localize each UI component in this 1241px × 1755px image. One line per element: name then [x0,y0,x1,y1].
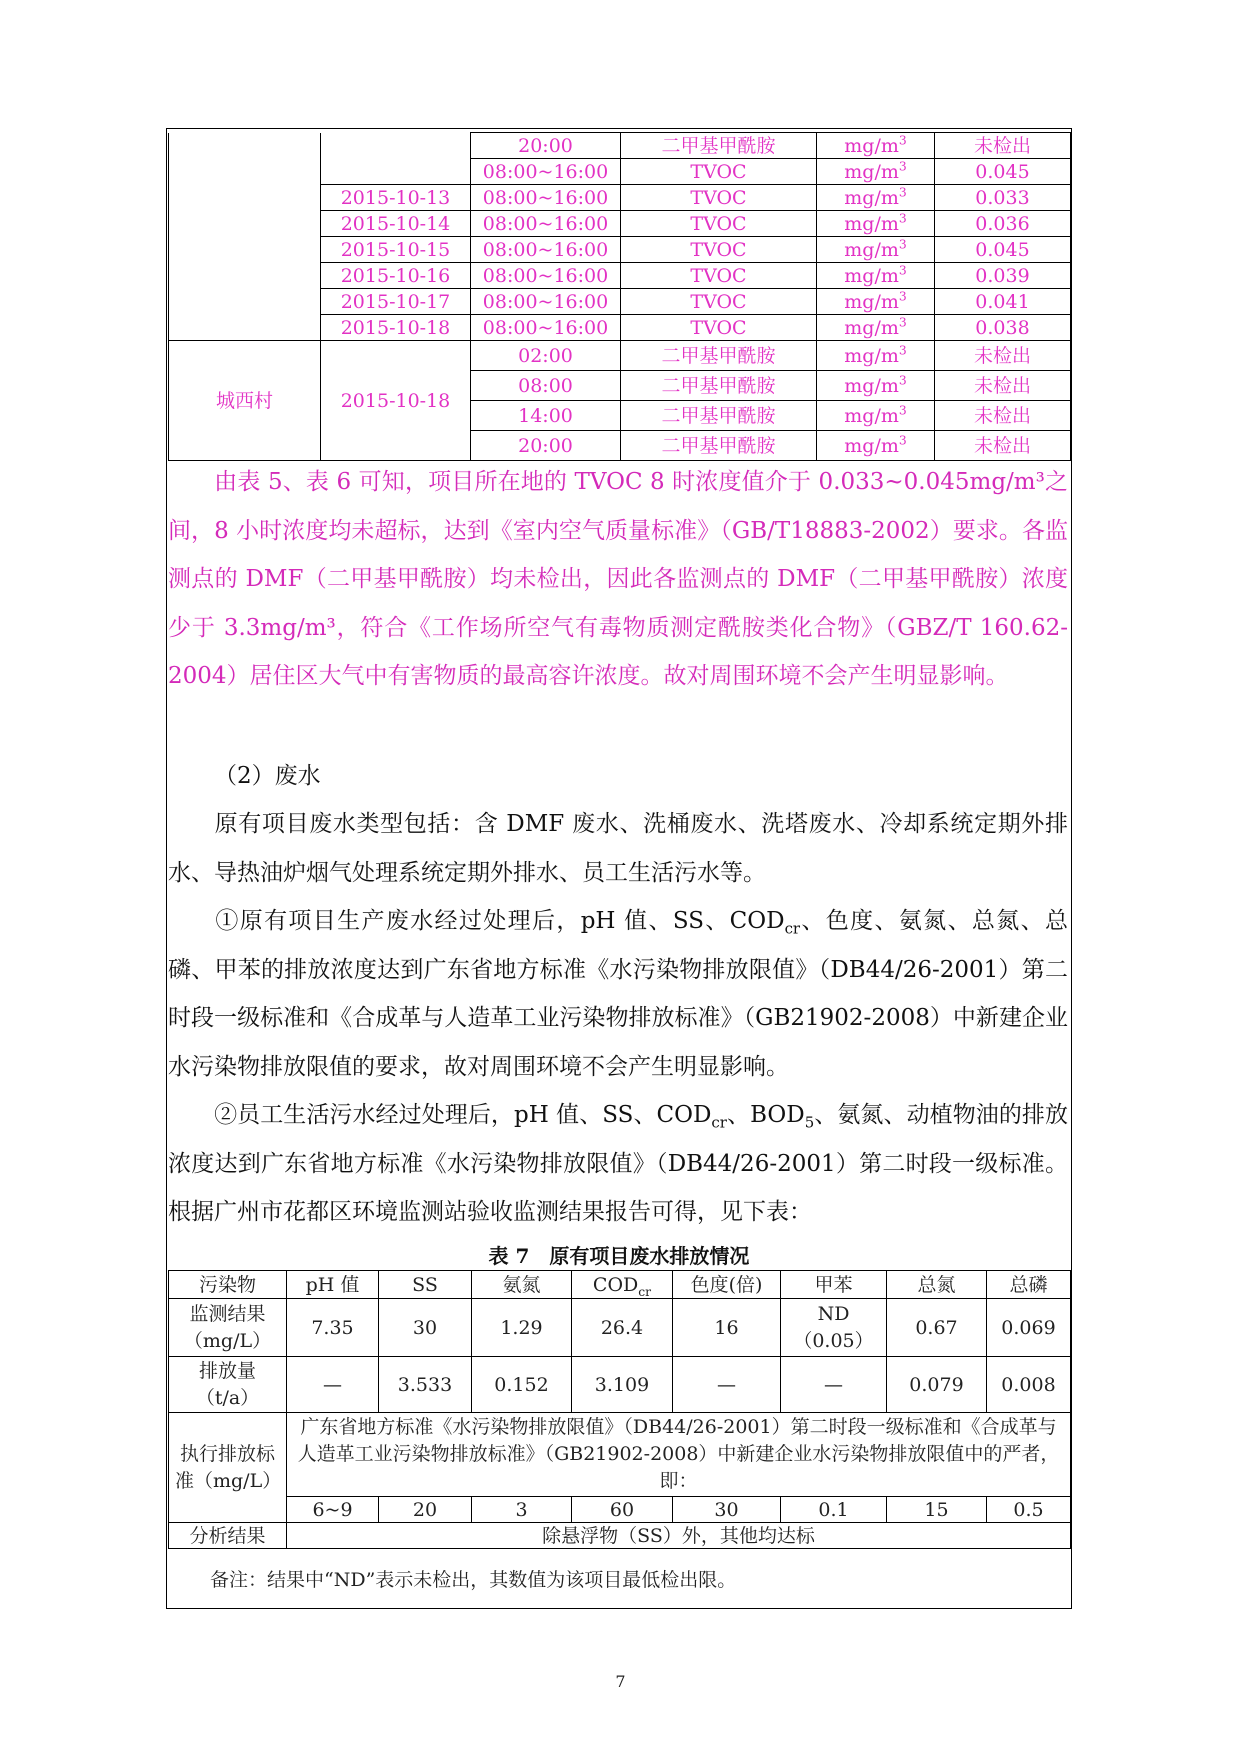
date-cell: 2015-10-16 [321,263,471,289]
value-cell: 未检出 [935,341,1071,371]
page-number: 7 [615,1672,626,1691]
time-cell: 08:00~16:00 [471,237,621,263]
value-cell: 0.069 [987,1299,1071,1357]
time-cell: 02:00 [471,341,621,371]
date-cell: 2015-10-18 [321,341,471,461]
header-cell: pH 值 [287,1271,379,1299]
header-cell: 总氮 [887,1271,987,1299]
unit-cell: $mg/m^3$ [817,185,935,211]
value-cell: 0.036 [935,211,1071,237]
table-row [169,1357,1071,1413]
time-cell: 20:00 [471,431,621,461]
wastewater-table [168,1270,1071,1549]
value-cell: — [781,1357,887,1413]
value-cell: — [287,1357,379,1413]
value-cell: 3 [472,1497,572,1523]
unit-cell: $mg/m^3$ [817,341,935,371]
header-cell: $COD_{cr}$ [572,1271,673,1299]
value-cell: 3.533 [379,1357,472,1413]
pollutant-cell: 二甲基甲酰胺 [621,341,817,371]
value-cell: 1.29 [472,1299,572,1357]
value-cell: 0.045 [935,237,1071,263]
time-cell: 14:00 [471,401,621,431]
table-row [169,1497,1071,1523]
production-wastewater-paragraph: ①原有项目生产废水经过处理后，pH 值、SS、$COD_{cr}$、色度、氨氮、总氮、总磷、甲苯的排放浓度达到广东省地方标准《水污染物排放限值》（DB44/26-2001）第二时段一级标准和《合成革与人造革工业污染物排放标准》（GB21902-2008）中新建企业水污染物排放限值的要求，故对周围环境不会产生明显影响。 [168,908,1068,1080]
row-label: 排放量（t/a） [169,1357,287,1413]
header-cell: 总磷 [987,1271,1071,1299]
result-text-cell: 除悬浮物（SS）外，其他均达标 [287,1523,1071,1549]
row-label: 分析结果 [169,1523,287,1549]
value-cell: 60 [572,1497,673,1523]
domestic-sewage-paragraph: ②员工生活污水经过处理后，pH 值、SS、$COD_{cr}$、$BOD_5$、氨氮、动植物油的排放浓度达到广东省地方标准《水污染物排放限值》（DB44/26-2001）第二时段一级标准。根据广州市花都区环境监测站验收监测结果报告可得，见下表： [168,1102,1068,1225]
value-cell: 16 [673,1299,781,1357]
row-label: 执行排放标准（mg/L） [169,1413,287,1523]
time-cell: 08:00~16:00 [471,185,621,211]
header-cell: 污染物 [169,1271,287,1299]
unit-cell: $mg/m^3$ [817,289,935,315]
date-cell: 2015-10-15 [321,237,471,263]
value-cell: 0.152 [472,1357,572,1413]
value-cell: 20 [379,1497,472,1523]
unit-cell: $mg/m^3$ [817,133,935,159]
value-cell: 30 [379,1299,472,1357]
header-cell: 甲苯 [781,1271,887,1299]
wastewater-types-paragraph: 原有项目废水类型包括：含 DMF 废水、洗桶废水、洗塔废水、冷却系统定期外排水、导热油炉烟气处理系统定期外排水、员工生活污水等。 [168,811,1068,886]
value-cell: 未检出 [935,133,1071,159]
date-cell: 2015-10-13 [321,185,471,211]
time-cell: 08:00 [471,371,621,401]
value-cell: 0.67 [887,1299,987,1357]
value-cell: 未检出 [935,371,1071,401]
value-cell: 26.4 [572,1299,673,1357]
pollutant-cell: TVOC [621,185,817,211]
value-cell: 3.109 [572,1357,673,1413]
pollutant-cell: 二甲基甲酰胺 [621,371,817,401]
date-cell: 2015-10-17 [321,289,471,315]
time-cell: 08:00~16:00 [471,159,621,185]
header-cell: SS [379,1271,472,1299]
value-cell: 0.038 [935,315,1071,341]
value-cell: 0.008 [987,1357,1071,1413]
row-label: 监测结果（mg/L） [169,1299,287,1357]
pollutant-cell: 二甲基甲酰胺 [621,133,817,159]
pollutant-cell: TVOC [621,211,817,237]
conclusion-paragraph: 由表 5、表 6 可知，项目所在地的 TVOC 8 时浓度值介于 0.033~0.045mg/m³之间，8 小时浓度均未超标，达到《室内空气质量标准》（GB/T18883-2002）要求。各监测点的 DMF（二甲基甲酰胺）均未检出，因此各监测点的 DMF（二甲基甲酰胺）浓度少于 3.3mg/m³，符合《工作场所空气有毒物质测定酰胺类化合物》（GBZ/T 160.62-2004）居住区大气中有害物质的最高容许浓度。故对周围环境不会产生明显影响。 [168,469,1068,689]
value-cell: 0.079 [887,1357,987,1413]
header-cell: 色度(倍) [673,1271,781,1299]
header-row [169,1271,1071,1299]
time-cell: 08:00~16:00 [471,263,621,289]
unit-cell: $mg/m^3$ [817,315,935,341]
date-cell [321,133,471,185]
table-row [169,1299,1071,1357]
unit-cell: $mg/m^3$ [817,371,935,401]
unit-cell: $mg/m^3$ [817,263,935,289]
table-caption: 表 7 原有项目废水排放情况 [488,1244,750,1268]
value-cell: 0.5 [987,1497,1071,1523]
standard-text-cell: 广东省地方标准《水污染物排放限值》（DB44/26-2001）第二时段一级标准和《合成革与人造革工业污染物排放标准》（GB21902-2008）中新建企业水污染物排放限值中的严者，即： [287,1413,1071,1497]
value-cell: 0.041 [935,289,1071,315]
value-cell: 7.35 [287,1299,379,1357]
unit-cell: $mg/m^3$ [817,159,935,185]
time-cell: 08:00~16:00 [471,315,621,341]
unit-cell: $mg/m^3$ [817,211,935,237]
table-note: 备注：结果中“ND”表示未检出，其数值为该项目最低检出限。 [210,1569,737,1591]
time-cell: 20:00 [471,133,621,159]
table-row [169,341,1071,371]
table-row [169,133,1071,159]
pollutant-cell: 二甲基甲酰胺 [621,401,817,431]
value-cell: — [673,1357,781,1413]
site-cell: 城西村 [169,341,321,461]
table-row [169,1523,1071,1549]
site-cell [169,133,321,341]
pollutant-cell: TVOC [621,159,817,185]
pollutant-cell: TVOC [621,289,817,315]
value-cell: 15 [887,1497,987,1523]
section-heading-wastewater: （2）废水 [214,763,321,789]
value-cell: 6~9 [287,1497,379,1523]
pollutant-cell: TVOC [621,263,817,289]
value-cell: 30 [673,1497,781,1523]
time-cell: 08:00~16:00 [471,289,621,315]
table-row [169,1413,1071,1497]
value-cell: 0.045 [935,159,1071,185]
value-cell: ND（0.05） [781,1299,887,1357]
pollutant-cell: TVOC [621,237,817,263]
unit-cell: $mg/m^3$ [817,237,935,263]
value-cell: 0.033 [935,185,1071,211]
time-cell: 08:00~16:00 [471,211,621,237]
value-cell: 0.039 [935,263,1071,289]
unit-cell: $mg/m^3$ [817,401,935,431]
date-cell: 2015-10-18 [321,315,471,341]
unit-cell: $mg/m^3$ [817,431,935,461]
value-cell: 未检出 [935,401,1071,431]
header-cell: 氨氮 [472,1271,572,1299]
monitoring-table [168,132,1071,461]
value-cell: 未检出 [935,431,1071,461]
value-cell: 0.1 [781,1497,887,1523]
pollutant-cell: TVOC [621,315,817,341]
pollutant-cell: 二甲基甲酰胺 [621,431,817,461]
date-cell: 2015-10-14 [321,211,471,237]
